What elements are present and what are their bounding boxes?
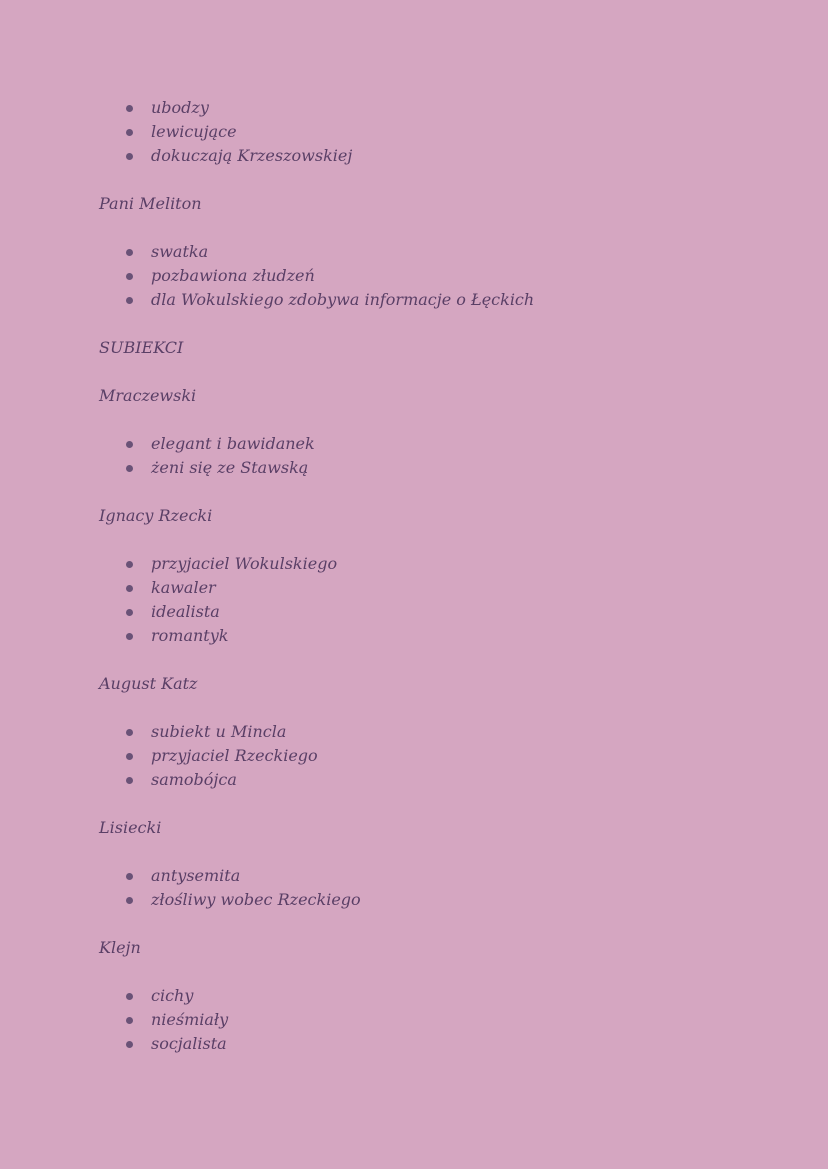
list-item-text: przyjaciel Wokulskiego	[151, 554, 338, 573]
list-item-text: dla Wokulskiego zdobywa informacje o Łęckich	[151, 290, 535, 309]
bullet-icon	[126, 465, 133, 472]
list-item	[99, 120, 779, 144]
bullet-icon	[126, 561, 133, 568]
bullet-icon	[126, 993, 133, 1000]
bullet-icon	[126, 297, 133, 304]
list-item-text: pozbawiona złudzeń	[151, 266, 315, 285]
list-item	[99, 888, 779, 912]
list-item	[99, 456, 779, 480]
list-item-text: ubodzy	[151, 98, 209, 117]
bullet-icon	[126, 1041, 133, 1048]
section-heading-ignacy-rzecki: Ignacy Rzecki	[99, 506, 213, 525]
list-item-text: samobójca	[151, 770, 237, 789]
document-content	[99, 96, 779, 1056]
list-item	[99, 768, 779, 792]
list-item	[99, 864, 779, 888]
list-item	[99, 1008, 779, 1032]
section-list-lisiecki	[99, 864, 779, 912]
list-item-text: cichy	[151, 986, 194, 1005]
list-item-text: złośliwy wobec Rzeckiego	[151, 890, 361, 909]
section-heading-lisiecki: Lisiecki	[99, 818, 162, 837]
bullet-icon	[126, 897, 133, 904]
list-item	[99, 1032, 779, 1056]
bullet-icon	[126, 585, 133, 592]
section-list-mraczewski	[99, 432, 779, 480]
bullet-icon	[126, 441, 133, 448]
intro-list	[99, 96, 779, 168]
bullet-icon	[126, 777, 133, 784]
bullet-icon	[126, 105, 133, 112]
section-heading-pani-meliton: Pani Meliton	[99, 194, 202, 213]
bullet-icon	[126, 633, 133, 640]
list-item	[99, 264, 779, 288]
list-item	[99, 96, 779, 120]
list-item-text: lewicujące	[151, 122, 237, 141]
bullet-icon	[126, 273, 133, 280]
list-item-text: socjalista	[151, 1034, 227, 1053]
list-item-text: elegant i bawidanek	[151, 434, 315, 453]
list-item	[99, 240, 779, 264]
list-item-text: romantyk	[151, 626, 229, 645]
list-item	[99, 720, 779, 744]
section-list-august-katz	[99, 720, 779, 792]
bullet-icon	[126, 249, 133, 256]
section-heading-mraczewski: Mraczewski	[99, 386, 197, 405]
list-item	[99, 984, 779, 1008]
list-item-text: antysemita	[151, 866, 241, 885]
list-item-text: dokuczają Krzeszowskiej	[151, 146, 353, 165]
list-item	[99, 552, 779, 576]
list-item-text: nieśmiały	[151, 1010, 229, 1029]
list-item-text: żeni się ze Stawską	[151, 458, 309, 477]
bullet-icon	[126, 153, 133, 160]
bullet-icon	[126, 873, 133, 880]
bullet-icon	[126, 753, 133, 760]
section-heading-klejn: Klejn	[99, 938, 141, 957]
section-heading-august-katz: August Katz	[99, 674, 198, 693]
bullet-icon	[126, 729, 133, 736]
section-list-pani-meliton	[99, 240, 779, 312]
list-item	[99, 624, 779, 648]
list-item-text: idealista	[151, 602, 220, 621]
list-item-text: swatka	[151, 242, 209, 261]
list-item	[99, 288, 779, 312]
section-list-klejn	[99, 984, 779, 1056]
list-item	[99, 432, 779, 456]
list-item	[99, 576, 779, 600]
section-list-ignacy-rzecki	[99, 552, 779, 648]
list-item-text: kawaler	[151, 578, 216, 597]
list-item-text: subiekt u Mincla	[151, 722, 287, 741]
section-heading-subiekci: SUBIEKCI	[99, 338, 184, 357]
bullet-icon	[126, 1017, 133, 1024]
list-item-text: przyjaciel Rzeckiego	[151, 746, 318, 765]
bullet-icon	[126, 129, 133, 136]
list-item	[99, 144, 779, 168]
list-item	[99, 744, 779, 768]
bullet-icon	[126, 609, 133, 616]
list-item	[99, 600, 779, 624]
